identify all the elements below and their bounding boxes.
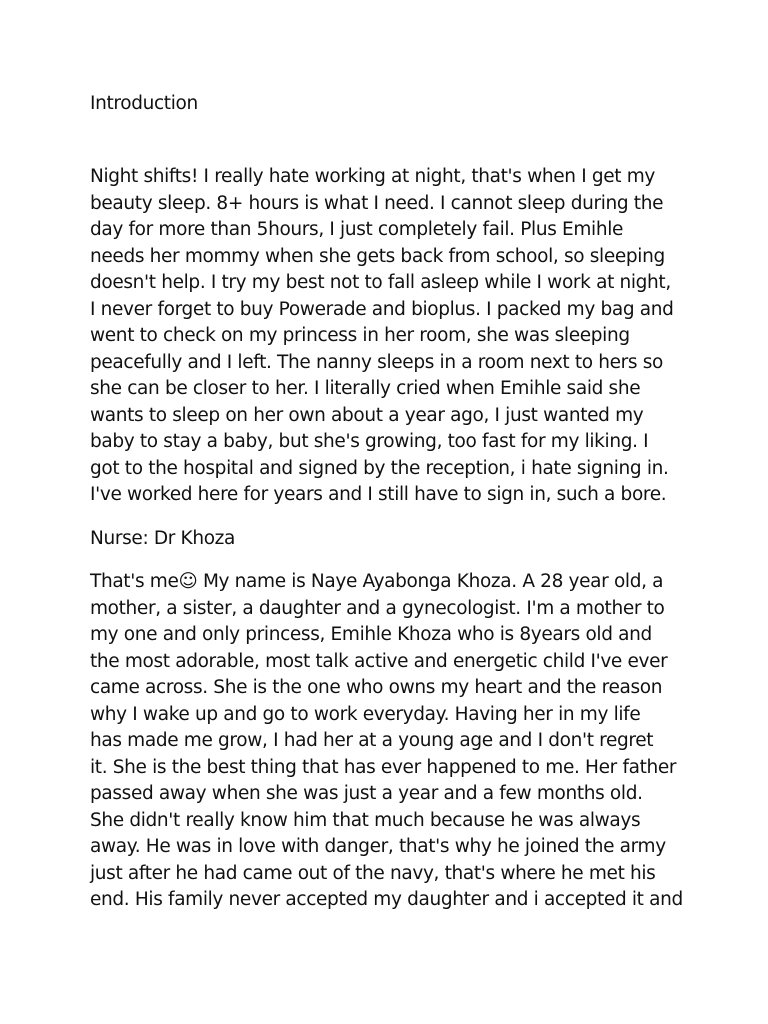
text-line: That's me☺ My name is Naye Ayabonga Khoza. A 28 year old, a	[90, 571, 664, 592]
text-line: beauty sleep. 8+ hours is what I need. I cannot sleep during the	[90, 192, 664, 214]
text-line: my one and only princess, Emihle Khoza who is 8years old and	[90, 624, 652, 645]
text-line: it. She is the best thing that has ever happened to me. Her father	[90, 756, 677, 778]
text-line: passed away when she was just a year and a few months old.	[90, 783, 643, 804]
text-line: came across. She is the one who owns my heart and the reason	[90, 677, 663, 698]
text-line: just after he had came out of the navy, that's where he met his	[90, 862, 656, 884]
text-line: needs her mommy when she gets back from school, so sleeping	[90, 245, 665, 267]
text-line: I've worked here for years and I still have to sign in, such a bore.	[90, 484, 667, 505]
text-line: mother, a sister, a daughter and a gynecologist. I'm a mother to	[90, 597, 665, 619]
paragraph-night-shifts	[90, 164, 690, 509]
paragraph-nurse	[90, 526, 690, 553]
text-line: day for more than 5hours, I just completely fail. Plus Emihle	[90, 219, 624, 240]
text-line: I never forget to buy Powerade and bioplus. I packed my bag and	[90, 298, 674, 320]
text-line: peacefully and I left. The nanny sleeps in a room next to hers so	[90, 351, 663, 373]
text-line: wants to sleep on her own about a year ago, I just wanted my	[90, 404, 644, 426]
text-line: end. His family never accepted my daughter and i accepted it and	[90, 889, 683, 910]
text-line: doesn't help. I try my best not to fall asleep while I work at night,	[90, 272, 671, 293]
text-line: has made me grow, I had her at a young age and I don't regret	[90, 730, 654, 751]
text-line: why I wake up and go to work everyday. Having her in my life	[90, 703, 641, 725]
document-heading: Introduction	[90, 93, 198, 114]
text-line: got to the hospital and signed by the reception, i hate signing in.	[90, 457, 669, 479]
text-line: away. He was in love with danger, that's why he joined the army	[90, 836, 666, 857]
text-line: she can be closer to her. I literally cried when Emihle said she	[90, 378, 641, 399]
paragraph-thats-me	[90, 569, 690, 914]
text-line: went to check on my princess in her room, she was sleeping	[90, 325, 630, 346]
text-line: the most adorable, most talk active and energetic child I've ever	[90, 650, 668, 672]
text-line: She didn't really know him that much because he was always	[90, 809, 641, 831]
document-page	[90, 90, 690, 914]
text-line: Nurse: Dr Khoza	[90, 527, 236, 549]
text-line: Night shifts! I really hate working at night, that's when I get my	[90, 166, 655, 187]
text-line: baby to stay a baby, but she's growing, too fast for my liking. I	[90, 431, 649, 452]
